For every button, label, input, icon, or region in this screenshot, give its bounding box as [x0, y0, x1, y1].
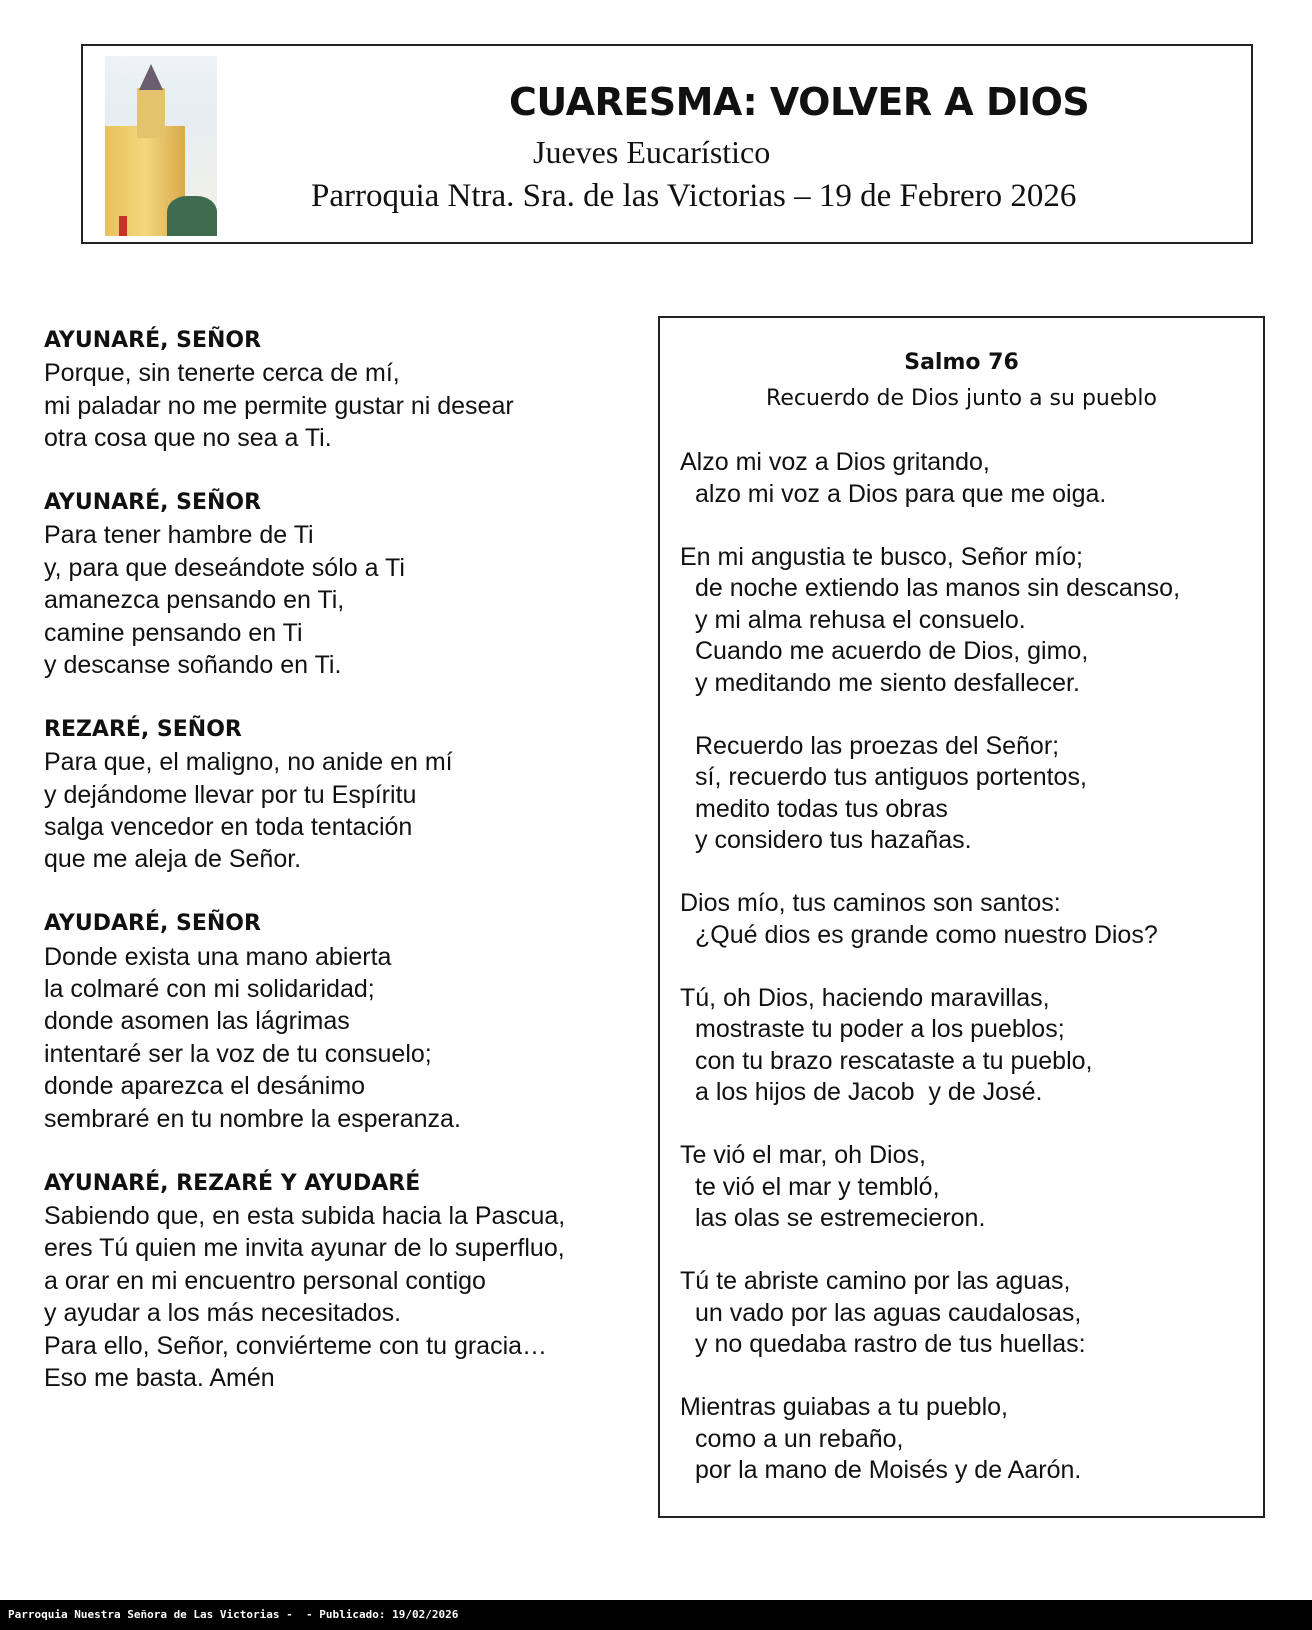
- prayer-line: salga vencedor en toda tentación: [44, 813, 413, 842]
- psalm-line: Te vió el mar, oh Dios,: [680, 1141, 926, 1169]
- prayer-line: donde aparezca el desánimo: [44, 1072, 366, 1101]
- stanza-gap: [680, 1235, 1180, 1267]
- stanza-gap: [680, 510, 1180, 542]
- prayer-line: otra cosa que no sea a Ti.: [44, 424, 332, 453]
- page-subtitle: Jueves Eucarístico: [533, 134, 771, 170]
- stanza-gap: [680, 699, 1180, 731]
- prayer-line: intentaré ser la voz de tu consuelo;: [44, 1039, 432, 1068]
- psalm-line: Cuando me acuerdo de Dios, gimo,: [695, 637, 1089, 665]
- psalm-subtitle: Recuerdo de Dios junto a su pueblo: [766, 386, 1157, 411]
- prayer-line: donde asomen las lágrimas: [44, 1007, 350, 1036]
- stanza-gap: [680, 1361, 1180, 1393]
- prayer-line: y ayudar a los más necesitados.: [44, 1299, 402, 1328]
- stanza-gap: [44, 455, 644, 487]
- stanza-gap: [680, 951, 1180, 983]
- psalm-line: mostraste tu poder a los pueblos;: [695, 1015, 1065, 1043]
- psalm-line: y considero tus hazañas.: [695, 826, 972, 854]
- prayer-line: Eso me basta. Amén: [44, 1363, 275, 1392]
- prayer-line: Porque, sin tenerte cerca de mí,: [44, 359, 400, 388]
- prayer-line: a orar en mi encuentro personal contigo: [44, 1266, 486, 1295]
- psalm-line: Tú te abriste camino por las aguas,: [680, 1267, 1071, 1295]
- psalm-line: ¿Qué dios es grande como nuestro Dios?: [695, 920, 1158, 949]
- psalm-line: Alzo mi voz a Dios gritando,: [680, 448, 990, 476]
- psalm-line: En mi angustia te busco, Señor mío;: [680, 542, 1083, 571]
- psalm-line: como a un rebaño,: [695, 1424, 904, 1453]
- stanza-gap: [44, 1135, 644, 1167]
- prayer-line: Para que, el maligno, no anide en mí: [44, 748, 453, 777]
- footer-bar: Parroquia Nuestra Señora de Las Victorias - - Publicado: 19/02/2026: [0, 1600, 1312, 1630]
- stanza-gap: [44, 876, 644, 908]
- stanza-gap: [680, 857, 1180, 889]
- prayer-column: [44, 325, 644, 1394]
- psalm-line: Tú, oh Dios, haciendo maravillas,: [680, 983, 1050, 1012]
- prayer-line: la colmaré con mi solidaridad;: [44, 975, 375, 1004]
- psalm-line: sí, recuerdo tus antiguos portentos,: [695, 763, 1087, 791]
- psalm-line: un vado por las aguas caudalosas,: [695, 1298, 1082, 1327]
- psalm-box: [658, 316, 1265, 1518]
- psalm-title: Salmo 76: [904, 350, 1019, 375]
- psalm-text: [680, 447, 1180, 1487]
- psalm-line: y no quedaba rastro de tus huellas:: [695, 1330, 1086, 1358]
- psalm-line: Mientras guiabas a tu pueblo,: [680, 1393, 1008, 1421]
- stanza-gap: [44, 681, 644, 713]
- prayer-line: camine pensando en Ti: [44, 618, 303, 647]
- prayer-line: Para ello, Señor, conviérteme con tu gracia…: [44, 1331, 548, 1360]
- prayer-line: Sabiendo que, en esta subida hacia la Pascua,: [44, 1201, 566, 1230]
- psalm-line: y meditando me siento desfallecer.: [695, 668, 1080, 697]
- prayer-line: Para tener hambre de Ti: [44, 521, 314, 550]
- stanza-heading: AYUNARÉ, SEÑOR: [44, 328, 262, 353]
- psalm-line: y mi alma rehusa el consuelo.: [695, 605, 1026, 634]
- parish-date: Parroquia Ntra. Sra. de las Victorias – 19 de Febrero 2026: [311, 178, 1077, 214]
- psalm-line: Dios mío, tus caminos son santos:: [680, 889, 1061, 917]
- stanza-heading: AYUDARÉ, SEÑOR: [44, 911, 261, 937]
- psalm-line: medito todas tus obras: [695, 794, 948, 823]
- psalm-line: a los hijos de Jacob y de José.: [695, 1078, 1043, 1106]
- stanza-heading: AYUNARÉ, SEÑOR: [44, 490, 262, 516]
- psalm-line: Recuerdo las proezas del Señor;: [695, 731, 1060, 760]
- prayer-line: sembraré en tu nombre la esperanza.: [44, 1104, 461, 1133]
- stanza-heading: AYUNARÉ, REZARÉ Y AYUDARÉ: [44, 1170, 421, 1196]
- header-box: [81, 44, 1253, 244]
- psalm-line: las olas se estremecieron.: [695, 1204, 986, 1232]
- church-image: [105, 56, 217, 236]
- psalm-line: te vió el mar y tembló,: [695, 1172, 940, 1201]
- stanza-heading: REZARÉ, SEÑOR: [44, 716, 242, 742]
- prayer-line: Donde exista una mano abierta: [44, 942, 392, 971]
- prayer-line: y descanse soñando en Ti.: [44, 651, 342, 680]
- psalm-line: alzo mi voz a Dios para que me oiga.: [695, 479, 1107, 508]
- prayer-line: que me aleja de Señor.: [44, 845, 302, 874]
- stanza-gap: [680, 1109, 1180, 1141]
- prayer-line: mi paladar no me permite gustar ni desear: [44, 391, 514, 420]
- page-title: CUARESMA: VOLVER A DIOS: [509, 80, 1090, 124]
- prayer-line: y dejándome llevar por tu Espíritu: [44, 780, 417, 809]
- psalm-line: con tu brazo rescataste a tu pueblo,: [695, 1046, 1093, 1075]
- prayer-line: eres Tú quien me invita ayunar de lo superfluo,: [44, 1234, 565, 1263]
- prayer-line: y, para que deseándote sólo a Ti: [44, 553, 405, 582]
- prayer-line: amanezca pensando en Ti,: [44, 586, 345, 615]
- psalm-line: de noche extiendo las manos sin descanso,: [695, 574, 1181, 602]
- psalm-line: por la mano de Moisés y de Aarón.: [695, 1456, 1082, 1484]
